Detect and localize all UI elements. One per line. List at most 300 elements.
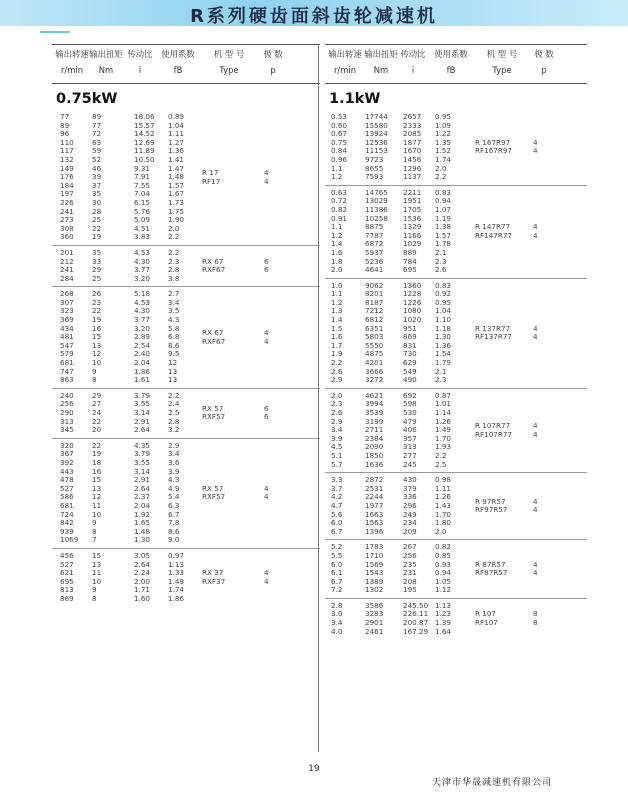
ratio: 1.86	[134, 366, 151, 376]
output-speed: 1.1	[331, 222, 343, 232]
pole-count: 4	[264, 327, 269, 337]
output-speed: 5.5	[331, 550, 343, 560]
banner-accent-line	[40, 31, 70, 33]
pole-count: 4	[533, 146, 538, 156]
model-group	[325, 473, 587, 540]
ratio: 1226	[403, 297, 422, 307]
output-speed: 149	[60, 163, 74, 173]
service-factor: 1.12	[435, 585, 452, 595]
pole-count: 4	[533, 505, 538, 515]
ratio: 1536	[403, 213, 422, 223]
output-speed: 1.0	[331, 280, 343, 290]
output-speed: 367	[60, 449, 74, 459]
ratio: 4.53	[134, 247, 151, 257]
service-factor: 2.2	[168, 247, 180, 257]
output-speed: 89	[60, 120, 70, 130]
output-speed: 3.3	[331, 475, 343, 485]
service-factor: 1.18	[435, 323, 452, 333]
pole-count: 4	[533, 568, 538, 578]
ratio: 2657	[403, 112, 422, 121]
ratio: 10.50	[134, 154, 155, 164]
ratio: 336	[403, 492, 417, 502]
output-torque: 4621	[365, 390, 384, 400]
output-torque: 37	[92, 180, 102, 190]
output-torque: 63	[92, 137, 102, 147]
output-torque: 12	[92, 349, 102, 359]
pole-count: 6	[264, 412, 269, 422]
output-speed: 6.0	[331, 559, 343, 569]
output-torque: 11	[92, 568, 102, 578]
output-torque: 35	[92, 247, 102, 257]
output-torque: 2384	[365, 433, 384, 443]
output-torque: 24	[92, 408, 102, 417]
output-speed: 0.63	[331, 187, 348, 197]
output-speed: 4.2	[331, 492, 343, 502]
service-factor: 1.43	[435, 500, 452, 510]
output-speed: 273	[60, 215, 74, 225]
output-torque: 10258	[365, 213, 388, 223]
ratio: 200.87	[403, 618, 429, 628]
ratio: 1080	[403, 306, 422, 316]
service-factor: 6.3	[168, 500, 180, 510]
service-factor: 9.0	[168, 535, 180, 545]
output-torque: 14765	[365, 187, 388, 197]
service-factor: 1.30	[435, 332, 452, 342]
header-cell	[204, 49, 254, 76]
output-speed: 0.96	[331, 154, 348, 164]
model-type: RF137R77	[475, 332, 512, 342]
right-table-body	[325, 110, 587, 639]
table-row	[325, 528, 587, 537]
ratio: 1020	[403, 315, 422, 325]
output-torque: 1563	[365, 518, 384, 528]
page-title: R系列硬齿面斜齿轮减速机	[190, 6, 438, 27]
output-torque: 10	[92, 576, 102, 586]
right-table-header	[325, 44, 587, 84]
service-factor: 1.48	[168, 172, 185, 182]
output-speed: 621	[60, 568, 74, 578]
output-speed: 3.4	[331, 425, 343, 435]
header-label: 输出扭矩	[89, 49, 123, 59]
output-torque: 27	[92, 399, 102, 409]
output-speed: 360	[60, 232, 74, 242]
ratio: 3.83	[134, 232, 151, 242]
ratio: 18.06	[134, 112, 155, 121]
pole-count: 4	[533, 222, 538, 232]
output-torque: 33	[92, 256, 102, 266]
output-speed: 1.1	[331, 289, 343, 299]
output-speed: 0.91	[331, 213, 348, 223]
service-factor: 1.57	[435, 230, 452, 240]
service-factor: 0.94	[435, 196, 452, 206]
model-type: R 107	[475, 609, 496, 619]
output-speed: 392	[60, 457, 74, 467]
column-divider	[318, 44, 319, 752]
ratio: 4.51	[134, 223, 151, 233]
output-torque: 72	[92, 129, 102, 139]
output-torque: 3199	[365, 416, 384, 426]
service-factor: 13	[168, 366, 178, 376]
output-torque: 8655	[365, 163, 384, 173]
ratio: 3.14	[134, 466, 151, 476]
model-group	[325, 279, 587, 389]
pole-count: 8	[533, 609, 538, 619]
model-group	[52, 389, 320, 439]
ratio: 2.54	[134, 340, 151, 350]
output-torque: 89	[92, 112, 102, 121]
service-factor: 2.1	[435, 247, 447, 257]
service-factor: 1.26	[435, 416, 452, 426]
output-torque: 1396	[365, 526, 384, 536]
output-torque: 2461	[365, 626, 384, 636]
service-factor: 1.70	[435, 509, 452, 519]
service-factor: 0.95	[435, 297, 452, 307]
output-speed: 1.9	[331, 349, 343, 359]
output-torque: 2901	[365, 618, 384, 628]
output-torque: 16	[92, 323, 102, 333]
output-torque: 22	[92, 416, 102, 426]
service-factor: 2.3	[168, 256, 180, 266]
output-speed: 1.6	[331, 332, 343, 342]
output-speed: 241	[60, 265, 74, 275]
ratio: 209	[403, 526, 417, 536]
page-number: 19	[308, 764, 320, 774]
service-factor: 1.39	[435, 618, 452, 628]
output-torque: 25	[92, 273, 102, 283]
output-speed: 481	[60, 332, 74, 342]
output-torque: 28	[92, 206, 102, 216]
left-power-title: 0.75kW	[56, 91, 118, 107]
service-factor: 1.13	[435, 600, 452, 610]
output-torque: 9	[92, 585, 97, 595]
ratio: 3.55	[134, 457, 151, 467]
output-speed: 2.6	[331, 366, 343, 376]
service-factor: 1.04	[435, 306, 452, 316]
model-type: R 137R77	[475, 323, 511, 333]
output-speed: 1.2	[331, 297, 343, 307]
service-factor: 8.6	[168, 340, 180, 350]
company-name: 天津市华晟减速机有限公司	[431, 778, 552, 788]
model-type: RF167R97	[475, 146, 512, 156]
ratio: 695	[403, 265, 417, 275]
service-factor: 1.90	[168, 215, 185, 225]
ratio: 313	[403, 442, 417, 452]
output-speed: 842	[60, 518, 74, 528]
ratio: 4.53	[134, 297, 151, 307]
service-factor: 1.04	[168, 120, 185, 130]
model-type: RXF57	[202, 492, 226, 502]
output-torque: 20	[92, 425, 102, 435]
output-speed: 6.7	[331, 526, 343, 536]
output-torque: 1977	[365, 500, 384, 510]
output-speed: 268	[60, 289, 74, 299]
service-factor: 1.22	[435, 129, 452, 139]
model-type: R 147R77	[475, 222, 511, 232]
output-torque: 11	[92, 500, 102, 510]
ratio: 1.30	[134, 535, 151, 545]
ratio: 2211	[403, 187, 422, 197]
model-type: RF97R57	[475, 505, 508, 515]
model-group	[52, 246, 320, 287]
output-speed: 1.2	[331, 172, 343, 182]
service-factor: 1.26	[435, 492, 452, 502]
service-factor: 0.85	[435, 550, 452, 560]
output-torque: 11153	[365, 146, 388, 156]
ratio: 6.15	[134, 197, 151, 207]
ratio: 530	[403, 408, 417, 417]
ratio: 479	[403, 416, 417, 426]
ratio: 951	[403, 323, 417, 333]
output-torque: 1389	[365, 576, 384, 586]
left-table-body	[52, 110, 320, 606]
output-torque: 1710	[365, 550, 384, 560]
ratio: 430	[403, 475, 417, 485]
output-torque: 7593	[365, 172, 384, 182]
ratio: 1.71	[134, 585, 151, 595]
output-torque: 9723	[365, 154, 384, 164]
service-factor: 2.2	[435, 450, 447, 460]
model-type: RXF57	[202, 412, 226, 422]
output-speed: 5.6	[331, 509, 343, 519]
service-factor: 1.19	[435, 213, 452, 223]
ratio: 2.40	[134, 349, 151, 359]
table-row	[52, 275, 320, 284]
ratio: 1456	[403, 154, 422, 164]
pole-count: 4	[533, 559, 538, 569]
output-speed: 1.8	[331, 256, 343, 266]
output-torque: 3666	[365, 366, 384, 376]
header-label: 输出转速	[55, 49, 89, 59]
output-torque: 1569	[365, 559, 384, 569]
service-factor: 1.11	[435, 483, 452, 493]
service-factor: 1.47	[168, 163, 185, 173]
pole-count: 4	[264, 568, 269, 578]
output-speed: 586	[60, 492, 74, 502]
service-factor: 1.23	[435, 609, 452, 619]
output-speed: 0.67	[331, 129, 348, 139]
model-type: RX 67	[202, 327, 224, 337]
service-factor: 4.3	[168, 315, 180, 325]
header-unit: fB	[446, 65, 456, 75]
output-torque: 29	[92, 265, 102, 275]
pole-count: 4	[533, 230, 538, 240]
table-row	[325, 173, 587, 182]
ratio: 831	[403, 340, 417, 350]
output-torque: 1302	[365, 585, 384, 595]
output-speed: 7.2	[331, 585, 343, 595]
service-factor: 0.92	[435, 289, 452, 299]
service-factor: 0.95	[435, 112, 452, 121]
output-speed: 212	[60, 256, 74, 266]
service-factor: 1.67	[168, 189, 185, 199]
header-label: 传动比	[127, 49, 153, 59]
output-torque: 1636	[365, 459, 384, 469]
service-factor: 7.8	[168, 518, 180, 528]
ratio: 1166	[403, 230, 422, 240]
header-cell	[156, 49, 200, 76]
service-factor: 9.5	[168, 349, 180, 359]
output-speed: 4.7	[331, 500, 343, 510]
title-banner	[0, 0, 628, 26]
output-speed: 176	[60, 172, 74, 182]
output-speed: 579	[60, 349, 74, 359]
model-type: R 17	[202, 167, 219, 177]
ratio: 869	[403, 332, 417, 342]
ratio: 1137	[403, 172, 422, 182]
service-factor: 1.80	[435, 518, 452, 528]
output-speed: 1.6	[331, 247, 343, 257]
output-speed: 5.7	[331, 459, 343, 469]
header-label: 机 型 号	[486, 49, 518, 59]
table-row	[325, 266, 587, 275]
output-torque: 52	[92, 154, 102, 164]
output-speed: 2.9	[331, 375, 343, 385]
ratio: 3.14	[134, 408, 151, 417]
table-row	[325, 628, 587, 637]
output-speed: 77	[60, 112, 70, 121]
output-torque: 7212	[365, 306, 384, 316]
output-speed: 527	[60, 559, 74, 569]
header-unit: Nm	[373, 65, 389, 75]
pole-count: 6	[264, 403, 269, 413]
header-unit: r/min	[333, 65, 357, 75]
ratio: 1.92	[134, 509, 151, 519]
pole-count: 4	[264, 492, 269, 502]
model-type: RF107	[475, 618, 498, 628]
output-speed: 1.4	[331, 315, 343, 325]
service-factor: 0.93	[435, 559, 452, 569]
output-speed: 4.5	[331, 442, 343, 452]
service-factor: 1.54	[435, 349, 452, 359]
ratio: 3.77	[134, 315, 151, 325]
ratio: 5.18	[134, 289, 151, 299]
output-speed: 2.3	[331, 399, 343, 409]
ratio: 784	[403, 256, 417, 266]
output-speed: 6.0	[331, 518, 343, 528]
model-type: R 97R57	[475, 496, 506, 506]
service-factor: 8.6	[168, 526, 180, 536]
ratio: 889	[403, 247, 417, 257]
output-torque: 8	[92, 375, 97, 385]
pole-count: 6	[264, 265, 269, 275]
ratio: 1360	[403, 280, 422, 290]
header-label: 传动比	[400, 49, 426, 59]
pole-count: 4	[533, 332, 538, 342]
model-type: RX 57	[202, 403, 224, 413]
ratio: 5.76	[134, 206, 151, 216]
service-factor: 1.09	[435, 120, 452, 130]
output-torque: 15580	[365, 120, 388, 130]
ratio: 167.29	[403, 626, 429, 636]
output-torque: 22	[92, 306, 102, 316]
service-factor: 2.9	[168, 440, 180, 450]
output-torque: 22	[92, 223, 102, 233]
service-factor: 2.8	[168, 265, 180, 275]
ratio: 208	[403, 576, 417, 586]
ratio: 730	[403, 349, 417, 359]
output-speed: 2.0	[331, 390, 343, 400]
output-torque: 23	[92, 297, 102, 307]
output-speed: 290	[60, 408, 74, 417]
service-factor: 2.7	[168, 289, 180, 299]
ratio: 2.04	[134, 500, 151, 510]
header-cell	[477, 49, 527, 76]
output-speed: 197	[60, 189, 74, 199]
service-factor: 6.7	[168, 509, 180, 519]
model-group	[325, 540, 587, 599]
output-torque: 19	[92, 449, 102, 459]
header-unit: p	[541, 65, 547, 75]
service-factor: 3.9	[168, 466, 180, 476]
pole-count: 4	[533, 420, 538, 430]
output-torque: 8875	[365, 222, 384, 232]
service-factor: 1.13	[168, 559, 185, 569]
output-torque: 6351	[365, 323, 384, 333]
model-group	[325, 110, 587, 186]
output-torque: 11386	[365, 204, 388, 214]
output-speed: 695	[60, 576, 74, 586]
service-factor: 3.6	[168, 457, 180, 467]
output-torque: 13	[92, 340, 102, 350]
service-factor: 4.3	[168, 475, 180, 485]
left-table	[52, 44, 320, 606]
table-row	[52, 536, 320, 545]
model-group	[325, 599, 587, 639]
ratio: 7.04	[134, 189, 151, 199]
header-unit: Nm	[98, 65, 114, 75]
output-torque: 5236	[365, 256, 384, 266]
service-factor: 1.36	[168, 146, 185, 156]
pole-count: 4	[533, 429, 538, 439]
header-cell	[258, 49, 288, 76]
output-speed: 226	[60, 197, 74, 207]
pole-count: 4	[533, 323, 538, 333]
service-factor: 2.1	[435, 366, 447, 376]
output-speed: 863	[60, 375, 74, 385]
service-factor: 1.35	[435, 137, 452, 147]
ratio: 5.09	[134, 215, 151, 225]
header-unit: Type	[492, 65, 512, 75]
output-torque: 8	[92, 526, 97, 536]
model-type: RX 67	[202, 256, 224, 266]
output-torque: 13924	[365, 129, 388, 139]
service-factor: 1.38	[435, 222, 452, 232]
output-speed: 869	[60, 593, 74, 603]
ratio: 1.48	[134, 526, 151, 536]
ratio: 3.79	[134, 390, 151, 400]
ratio: 1228	[403, 289, 422, 299]
header-label: 输出转速	[328, 49, 362, 59]
output-speed: 681	[60, 358, 74, 368]
header-label: 输出扭矩	[364, 49, 398, 59]
ratio: 379	[403, 483, 417, 493]
output-speed: 323	[60, 306, 74, 316]
output-torque: 39	[92, 172, 102, 182]
output-torque: 5937	[365, 247, 384, 257]
service-factor: 3.4	[168, 297, 180, 307]
pole-count: 6	[264, 256, 269, 266]
pole-count: 4	[533, 137, 538, 147]
header-label: 使用系数	[434, 49, 468, 59]
ratio: 1029	[403, 239, 422, 249]
output-speed: 284	[60, 273, 74, 283]
ratio: 692	[403, 390, 417, 400]
service-factor: 1.70	[435, 433, 452, 443]
ratio: 4.30	[134, 256, 151, 266]
ratio: 226.11	[403, 609, 429, 619]
service-factor: 2.2	[435, 172, 447, 182]
ratio: 549	[403, 366, 417, 376]
